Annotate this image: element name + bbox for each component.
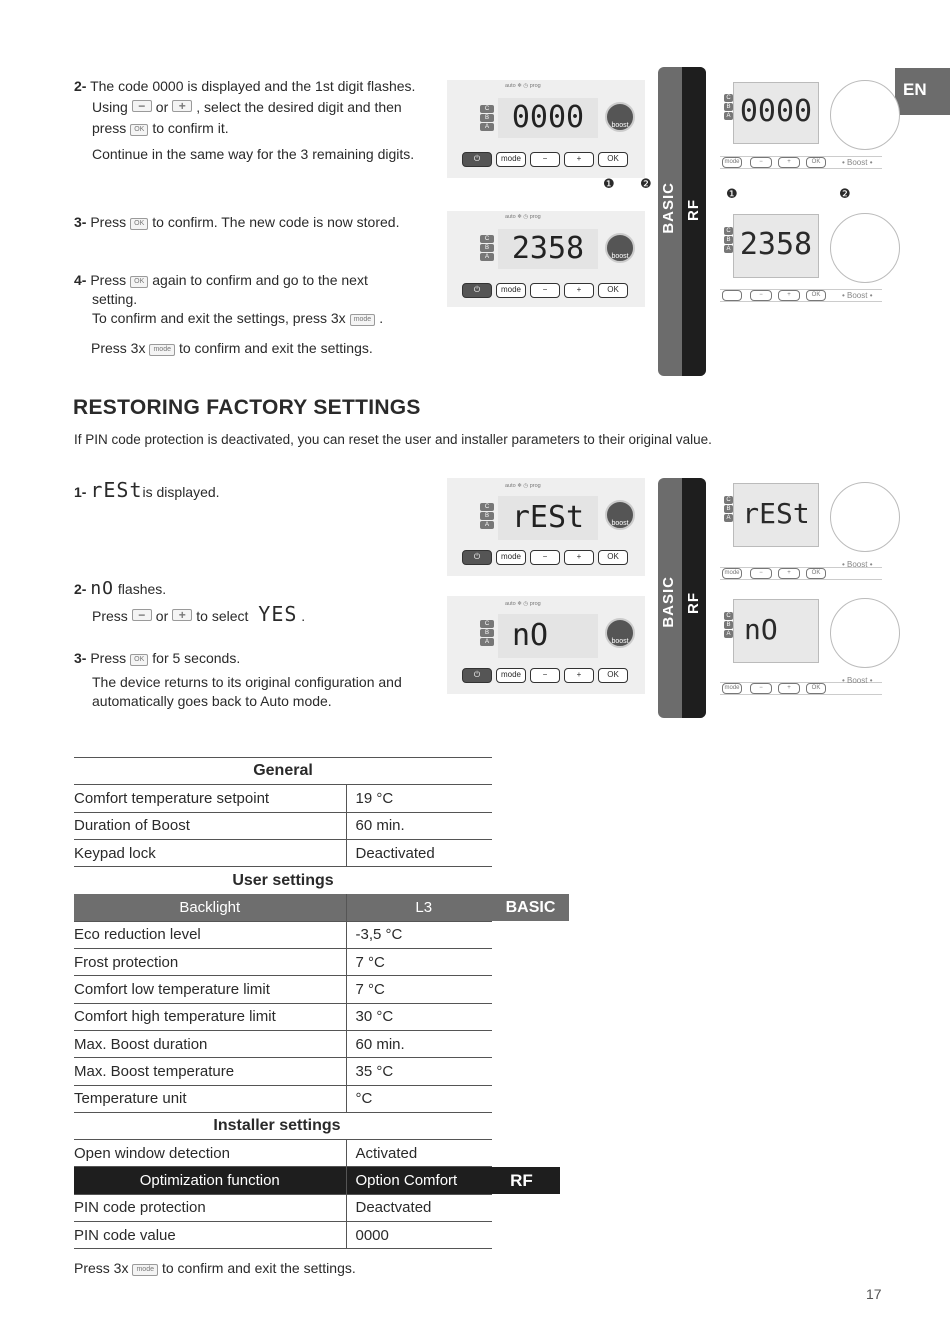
mode-key-icon: mode bbox=[132, 1264, 158, 1276]
keypad-row bbox=[462, 152, 628, 167]
ok-key-icon: OK bbox=[130, 276, 148, 288]
table-row: Max. Boost duration 60 min. bbox=[74, 1030, 492, 1057]
cba-indicator: C B A bbox=[724, 496, 733, 523]
step-4-line3: To confirm and exit the settings, press 3x mode . bbox=[92, 310, 384, 326]
section-intro: If PIN code protection is deactivated, you can reset the user and installer parameters to their original value. bbox=[74, 432, 712, 447]
table-row: Max. Boost temperature 35 °C bbox=[74, 1058, 492, 1085]
ok-button[interactable]: OK bbox=[598, 668, 628, 683]
power-button[interactable]: ⏻ bbox=[462, 668, 492, 683]
mini-mode-button[interactable]: mode bbox=[722, 568, 742, 579]
table-section-header: Installer settings bbox=[74, 1112, 492, 1139]
boost-label: • Boost • bbox=[842, 560, 873, 569]
table-row-highlight: Backlight L3 bbox=[74, 894, 492, 921]
segment-rest: rESt bbox=[90, 478, 143, 502]
mode-icons-row: auto ❄ ◷ prog bbox=[505, 214, 541, 220]
thermostat-panel-4 bbox=[447, 596, 645, 694]
table-row: Temperature unit °C bbox=[74, 1085, 492, 1112]
reset-step-2: 2- nO flashes. bbox=[74, 578, 167, 599]
table-row-highlight: Optimization function Option Comfort bbox=[74, 1167, 492, 1194]
thermostat-panel-2 bbox=[447, 211, 645, 307]
mini-plus-button[interactable]: + bbox=[778, 157, 800, 168]
dial-knob[interactable] bbox=[830, 80, 900, 150]
ok-button[interactable]: OK bbox=[598, 550, 628, 565]
footer-note: Press 3x mode to confirm and exit the settings. bbox=[74, 1260, 356, 1276]
mode-button[interactable]: mode bbox=[496, 550, 526, 565]
cba-indicator: C B A bbox=[724, 612, 733, 639]
device-image-3 bbox=[720, 480, 882, 580]
table-row: Comfort temperature setpoint 19 °C bbox=[74, 785, 492, 812]
mini-ok-button[interactable]: OK bbox=[806, 290, 826, 301]
plus-button[interactable]: + bbox=[564, 668, 594, 683]
mini-minus-button[interactable]: − bbox=[750, 290, 772, 301]
lcd-display: rESt bbox=[498, 496, 598, 540]
minus-button[interactable]: − bbox=[530, 668, 560, 683]
cba-indicator: C B A bbox=[724, 94, 733, 121]
reset-step-2-line2: Press − or + to select YES . bbox=[92, 602, 306, 626]
boost-label: • Boost • bbox=[842, 291, 873, 300]
lcd-display: nO bbox=[498, 614, 598, 658]
plus-button[interactable]: + bbox=[564, 550, 594, 565]
rf-label: RF bbox=[685, 199, 702, 221]
cba-indicator: C B A bbox=[480, 503, 494, 530]
mode-icons-row: auto ❄ ◷ prog bbox=[505, 83, 541, 89]
plus-button[interactable]: + bbox=[564, 152, 594, 167]
mode-icons-row: auto ❄ ◷ prog bbox=[505, 601, 541, 607]
table-row: Keypad lock Deactivated bbox=[74, 839, 492, 866]
basic-tag: BASIC bbox=[492, 894, 569, 921]
boost-label: • Boost • bbox=[842, 676, 873, 685]
callout-1: ❶ bbox=[603, 176, 615, 191]
device-image-1 bbox=[720, 68, 882, 176]
reset-step-1: 1- rEStis displayed. bbox=[74, 478, 220, 502]
table-row: Comfort low temperature limit 7 °C bbox=[74, 976, 492, 1003]
table-row: PIN code protection Deactvated bbox=[74, 1194, 492, 1221]
basic-label: BASIC bbox=[660, 576, 677, 628]
callout-1: ❶ bbox=[726, 186, 738, 201]
rf-label: RF bbox=[685, 592, 702, 614]
mini-plus-button[interactable]: + bbox=[778, 290, 800, 301]
boost-label: • Boost • bbox=[842, 158, 873, 167]
boost-button[interactable]: boost bbox=[605, 500, 635, 530]
device-image-2 bbox=[720, 211, 882, 311]
keypad-row bbox=[462, 668, 628, 683]
table-row: PIN code value 0000 bbox=[74, 1222, 492, 1249]
step-3: 3- Press OK to confirm. The new code is now stored. bbox=[74, 214, 400, 230]
mode-button[interactable]: mode bbox=[496, 152, 526, 167]
device-lcd: rESt bbox=[733, 483, 819, 547]
boost-button[interactable]: boost bbox=[605, 102, 635, 132]
step-5-line: Press 3x mode to confirm and exit the settings. bbox=[91, 340, 373, 356]
page-number: 17 bbox=[866, 1286, 882, 1302]
ok-button[interactable]: OK bbox=[598, 283, 628, 298]
cba-indicator: C B A bbox=[724, 227, 733, 254]
lcd-display: 2358 bbox=[498, 229, 598, 269]
mini-ok-button[interactable]: OK bbox=[806, 683, 826, 694]
callout-2: ❷ bbox=[640, 176, 652, 191]
settings-table bbox=[74, 757, 492, 1249]
dial-knob[interactable] bbox=[830, 213, 900, 283]
plus-key-icon: + bbox=[172, 609, 192, 621]
dial-knob[interactable] bbox=[830, 598, 900, 668]
table-section-header: General bbox=[74, 758, 492, 785]
step-text: The code 0000 is displayed and the 1st digit flashes. bbox=[90, 78, 416, 94]
device-lcd: 0000 bbox=[733, 82, 819, 144]
step-2 bbox=[74, 77, 415, 97]
step-2-line3: press OK to confirm it. bbox=[92, 120, 229, 136]
callout-2: ❷ bbox=[839, 186, 851, 201]
basic-label: BASIC bbox=[660, 182, 677, 234]
device-image-4 bbox=[720, 596, 882, 696]
mode-key-icon: mode bbox=[149, 344, 175, 356]
power-button[interactable]: ⏻ bbox=[462, 152, 492, 167]
table-row: Eco reduction level -3,5 °C bbox=[74, 921, 492, 948]
mode-key-icon: mode bbox=[350, 314, 376, 326]
dial-knob[interactable] bbox=[830, 482, 900, 552]
mode-button[interactable]: mode bbox=[496, 668, 526, 683]
mini-minus-button[interactable]: − bbox=[750, 683, 772, 694]
mini-mode-button[interactable]: mode bbox=[722, 157, 742, 168]
mini-minus-button[interactable]: − bbox=[750, 568, 772, 579]
minus-key-icon: − bbox=[132, 100, 152, 112]
minus-button[interactable]: − bbox=[530, 550, 560, 565]
step-4-line2: setting. bbox=[92, 291, 138, 307]
table-row: Frost protection 7 °C bbox=[74, 949, 492, 976]
ok-button[interactable]: OK bbox=[598, 152, 628, 167]
thermostat-panel-1 bbox=[447, 80, 645, 178]
cba-indicator: C B A bbox=[480, 235, 494, 262]
power-button[interactable]: ⏻ bbox=[462, 550, 492, 565]
cba-indicator: C B A bbox=[480, 105, 494, 132]
step-2-line2: Using − or + , select the desired digit and then bbox=[92, 99, 402, 115]
device-lcd: nO bbox=[733, 599, 819, 663]
step-2-line4: Continue in the same way for the 3 remaining digits. bbox=[92, 146, 415, 162]
cba-indicator: C B A bbox=[480, 620, 494, 647]
keypad-row bbox=[462, 550, 628, 565]
mini-mode-button[interactable]: mode bbox=[722, 683, 742, 694]
mini-ok-button[interactable]: OK bbox=[806, 157, 826, 168]
boost-button[interactable]: boost bbox=[605, 618, 635, 648]
boost-button[interactable]: boost bbox=[605, 233, 635, 263]
step-4: 4- Press OK again to confirm and go to the next bbox=[74, 272, 368, 288]
language-tab: EN bbox=[895, 68, 950, 115]
segment-no: nO bbox=[90, 578, 115, 599]
ok-key-icon: OK bbox=[130, 218, 148, 230]
minus-key-icon: − bbox=[132, 609, 152, 621]
rf-tag: RF bbox=[483, 1167, 560, 1194]
plus-button[interactable]: + bbox=[564, 283, 594, 298]
rf-tab-top bbox=[682, 67, 706, 376]
reset-step-3-line3: automatically goes back to Auto mode. bbox=[92, 693, 332, 709]
device-lcd: 2358 bbox=[733, 214, 819, 278]
table-row: Comfort high temperature limit 30 °C bbox=[74, 1003, 492, 1030]
segment-yes: YES bbox=[258, 602, 298, 626]
mini-mode-button[interactable] bbox=[722, 290, 742, 301]
step-number: 2- bbox=[74, 78, 87, 94]
reset-step-3-line2: The device returns to its original configuration and bbox=[92, 674, 402, 690]
table-row: Duration of Boost 60 min. bbox=[74, 812, 492, 839]
mode-icons-row: auto ❄ ◷ prog bbox=[505, 483, 541, 489]
table-row: Open window detection Activated bbox=[74, 1140, 492, 1167]
mini-minus-button[interactable]: − bbox=[750, 157, 772, 168]
section-title: RESTORING FACTORY SETTINGS bbox=[73, 396, 421, 419]
mini-plus-button[interactable]: + bbox=[778, 683, 800, 694]
thermostat-panel-3 bbox=[447, 478, 645, 576]
keypad-row bbox=[462, 283, 628, 298]
minus-button[interactable]: − bbox=[530, 152, 560, 167]
power-button[interactable]: ⏻ bbox=[462, 283, 492, 298]
lcd-display: 0000 bbox=[498, 98, 598, 138]
ok-key-icon: OK bbox=[130, 124, 148, 136]
ok-key-icon: OK bbox=[130, 654, 148, 666]
mini-plus-button[interactable]: + bbox=[778, 568, 800, 579]
table-section-header: User settings bbox=[232, 871, 334, 889]
reset-step-3: 3- Press OK for 5 seconds. bbox=[74, 650, 241, 666]
minus-button[interactable]: − bbox=[530, 283, 560, 298]
mode-button[interactable]: mode bbox=[496, 283, 526, 298]
plus-key-icon: + bbox=[172, 100, 192, 112]
mini-ok-button[interactable]: OK bbox=[806, 568, 826, 579]
